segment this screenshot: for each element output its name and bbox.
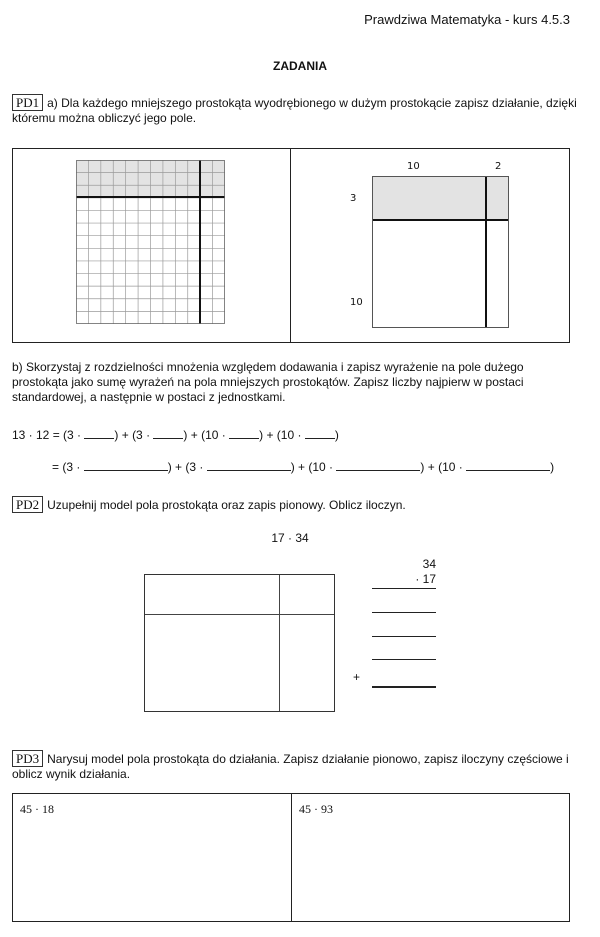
vertical-split [485, 177, 487, 327]
blank-4[interactable] [305, 427, 335, 439]
pd3-frame-divider [291, 794, 292, 921]
pd3-work-frame [12, 793, 570, 922]
blank-5[interactable] [84, 459, 168, 471]
shaded-strip [373, 177, 508, 219]
plus-sign: + [353, 670, 361, 684]
vertical-top-number: 34 [422, 557, 436, 571]
pd3-left-label: 45 · 18 [20, 802, 54, 816]
pd1-equation-2: = (3 · ) + (3 · ) + (10 · ) + (10 · ) [52, 460, 555, 474]
blank-3[interactable] [229, 427, 259, 439]
pd1-tag: PD1 [12, 94, 43, 111]
label-side-10: 10 [350, 297, 363, 308]
section-title: ZADANIA [273, 59, 327, 73]
pd2-vertical-multiplication [372, 557, 436, 587]
course-title: Prawdziwa Matematyka - kurs 4.5.3 [364, 12, 570, 27]
pd3-tag: PD3 [12, 750, 43, 767]
pd1-equation-1: 13 · 12 = (3 · ) + (3 · ) + (10 · ) + (10 · ) [12, 428, 339, 442]
pd2-expression: 17 · 34 [271, 531, 309, 545]
label-top-2: 2 [495, 161, 502, 172]
vertical-answer-line-2[interactable] [372, 636, 436, 637]
horizontal-split [373, 219, 508, 221]
vertical-result-line[interactable] [372, 686, 436, 688]
blank-6[interactable] [207, 459, 291, 471]
vertical-second-number: · 17 [415, 572, 436, 586]
blank-8[interactable] [466, 459, 550, 471]
pd2-vertical-split [279, 575, 280, 711]
pd2-instruction: PD2 Uzupełnij model pola prostokąta oraz zapis pionowy. Oblicz iloczyn. [12, 496, 577, 513]
pd1-instruction-b: b) Skorzystaj z rozdzielności mnożenia względem dodawania i zapisz wyrażenie na pole dużego prostokąta jako sumę wyrażeń na pola mniejszych prostokątów. Zapisz liczby najpierw w postaci standardowej, a następnie w postaci z jednostkami. [12, 360, 524, 404]
pd2-horizontal-split [145, 614, 334, 615]
blank-1[interactable] [84, 427, 114, 439]
blank-7[interactable] [336, 459, 420, 471]
vertical-answer-line-1[interactable] [372, 612, 436, 613]
pd1-instruction-a [12, 94, 577, 126]
pd3-instruction: PD3 Narysuj model pola prostokąta do działania. Zapisz działanie pionowo, zapisz iloczyny częściowe i oblicz wynik działania. [12, 751, 569, 781]
pd1-text-a: a) Dla każdego mniejszego prostokąta wyodrębionego w dużym prostokącie zapisz działanie, dzięki któremu można obliczyć jego pole. [12, 96, 577, 125]
pd1-grid-model [76, 160, 225, 324]
pd1-labeled-rectangle [372, 176, 509, 328]
pd1-frame-divider [290, 149, 291, 342]
vertical-answer-line-3[interactable] [372, 659, 436, 660]
pd2-tag: PD2 [12, 496, 43, 513]
pd1-model-frame [12, 148, 570, 343]
vertical-line-1 [372, 588, 436, 589]
pd2-area-model [144, 574, 335, 712]
label-top-10: 10 [407, 161, 420, 172]
label-side-3: 3 [350, 193, 357, 204]
pd3-right-label: 45 · 93 [299, 802, 333, 816]
blank-2[interactable] [153, 427, 183, 439]
grid-svg [76, 160, 225, 324]
